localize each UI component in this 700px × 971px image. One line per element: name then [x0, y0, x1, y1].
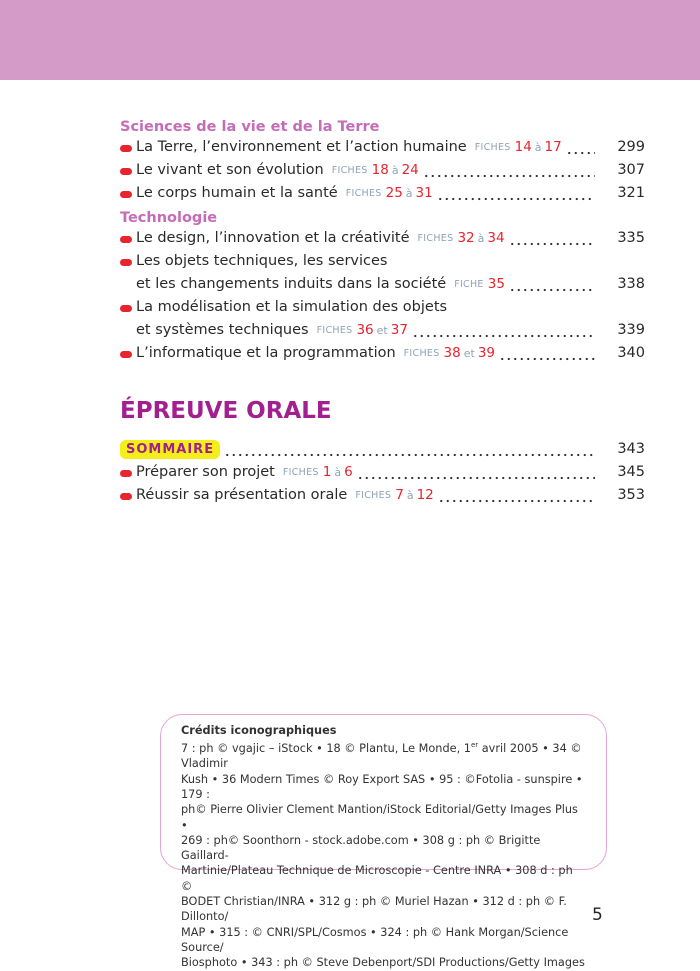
entry-title: La modélisation et la simulation des objets	[136, 299, 448, 315]
fiche-conj: à	[405, 187, 413, 200]
page-number: 5	[592, 905, 603, 925]
fiches-range	[515, 138, 562, 157]
credits-line: Martinie/Plateau Technique de Microscopie - Centre INRA • 308 d : ph ©	[181, 864, 573, 893]
leader-dots	[499, 344, 595, 363]
credits-line: MAP • 315 : © CNRI/SPL/Cosmos • 324 : ph © Hank Morgan/Science Source/	[181, 925, 569, 954]
credits-line: 269 : ph© Soonthorn - stock.adobe.com • 308 g : ph © Brigitte Gaillard-	[181, 833, 541, 863]
entry-title: La Terre, l’environnement et l’action humaine	[136, 139, 467, 155]
oral-heading: ÉPREUVE ORALE	[120, 398, 332, 424]
credits-text	[181, 738, 586, 970]
fiche-to: 24	[401, 162, 419, 178]
page-ref: 338	[617, 276, 645, 292]
fiches-range	[372, 161, 419, 180]
entry-title: Préparer son projet	[136, 464, 275, 480]
fiche-from: 7	[395, 487, 404, 503]
bullet-icon	[120, 168, 132, 175]
fiche-from: 25	[385, 185, 403, 201]
credits-line	[181, 738, 586, 771]
bullet-icon	[120, 191, 132, 198]
fiches-label: FICHES	[316, 325, 353, 336]
fiches-label: FICHES	[474, 142, 511, 153]
page-ref: 307	[617, 162, 645, 178]
credits-text: 7 : ph © vgajic – iStock • 18 © Plantu, Le Monde, 1	[181, 742, 471, 756]
toc-entry[interactable]	[120, 229, 645, 248]
fiche-conj: à	[406, 489, 414, 502]
fiche-to: 17	[544, 139, 562, 155]
credits-box	[160, 714, 607, 970]
section-heading: Technologie	[120, 210, 218, 226]
leader-dots	[438, 486, 595, 505]
fiches-range	[488, 275, 505, 294]
fiches-label: FICHES	[417, 233, 454, 244]
bullet-icon	[120, 470, 132, 477]
toc-entry[interactable]	[120, 344, 645, 363]
fiche-from: 1	[322, 464, 332, 480]
entry-title: Le vivant et son évolution	[136, 162, 324, 178]
fiche-to: 34	[487, 230, 505, 246]
fiches-range	[395, 486, 434, 505]
toc-entry[interactable]	[120, 138, 645, 157]
header-band	[0, 0, 700, 80]
bullet-icon	[120, 493, 132, 500]
credits-line: ph© Pierre Olivier Clement Mantion/iStock Editorial/Getty Images Plus •	[181, 803, 578, 832]
page-ref: 340	[617, 345, 645, 361]
toc-entry[interactable]	[120, 486, 645, 505]
page-ref: 299	[617, 139, 645, 155]
page-ref: 345	[617, 464, 645, 480]
toc-entry[interactable]	[120, 463, 645, 482]
leader-dots	[423, 161, 595, 180]
page-ref: 339	[617, 322, 645, 338]
leader-dots	[509, 229, 595, 248]
entry-title: Réussir sa présentation orale	[136, 487, 348, 503]
toc-entry[interactable]	[120, 275, 645, 294]
sommaire-badge: SOMMAIRE	[120, 440, 220, 459]
entry-title: Le design, l’innovation et la créativité	[136, 230, 410, 246]
section-heading: Sciences de la vie et de la Terre	[120, 119, 380, 135]
toc-entry[interactable]	[120, 252, 645, 271]
page-ref: 335	[617, 230, 645, 246]
leader-dots	[509, 275, 595, 294]
page-ref: 343	[617, 441, 645, 457]
oral-toc	[120, 440, 645, 509]
credits-line: Biosphoto • 343 : ph © Steve Debenport/SDI Productions/Getty Images	[181, 956, 585, 970]
fiche-conj: à	[534, 141, 542, 154]
fiche-conj: et	[463, 347, 475, 360]
fiche-to: 6	[344, 464, 353, 480]
fiche-conj: à	[477, 232, 485, 245]
fiches-range	[356, 321, 407, 340]
fiches-label: FICHES	[282, 467, 319, 478]
entry-title: L’informatique et la programmation	[136, 345, 396, 361]
credits-title: Crédits iconographiques	[181, 724, 337, 737]
leader-dots	[357, 463, 595, 482]
fiche-conj: et	[376, 324, 388, 337]
entry-title: et systèmes techniques	[136, 322, 309, 338]
fiches-label: FICHES	[403, 348, 440, 359]
entry-title: Les objets techniques, les services	[136, 253, 388, 269]
toc-entry[interactable]	[120, 298, 645, 317]
fiches-label: FICHES	[355, 490, 392, 501]
entry-title: et les changements induits dans la société	[136, 276, 447, 292]
fiche-to: 31	[415, 185, 433, 201]
fiche-to: 39	[477, 345, 496, 361]
bullet-icon	[120, 305, 132, 312]
fiche-conj: à	[391, 164, 399, 177]
leader-dots	[412, 321, 595, 340]
leader-dots	[566, 138, 595, 157]
fiche-conj: à	[334, 466, 342, 479]
credits-line: BODET Christian/INRA • 312 g : ph © Muriel Hazan • 312 d : ph © F. Dillonto/	[181, 895, 567, 924]
fiche-from: 35	[487, 276, 505, 292]
bullet-icon	[120, 351, 132, 358]
leader-dots	[437, 184, 595, 203]
page-ref: 353	[617, 487, 645, 503]
fiches-range	[457, 229, 504, 248]
fiches-label: FICHES	[331, 165, 368, 176]
credits-line: Kush • 36 Modern Times © Roy Export SAS • 95 : ©Fotolia - sunspire • 179 :	[181, 772, 583, 801]
fiche-from: 36	[356, 322, 374, 338]
toc-entry[interactable]	[120, 321, 645, 340]
fiche-to: 12	[416, 487, 434, 503]
bullet-icon	[120, 145, 132, 152]
fiche-to: 37	[390, 322, 408, 338]
fiches-range	[444, 344, 495, 363]
fiches-range	[386, 184, 433, 203]
credits-text: avril 2005 • 34 © Vladimir	[181, 742, 582, 771]
fiche-from: 38	[443, 345, 461, 361]
toc-entry-sommaire[interactable]	[120, 440, 645, 459]
fiche-from: 14	[514, 139, 532, 155]
toc-entry[interactable]	[120, 184, 645, 203]
toc-entry[interactable]	[120, 161, 645, 180]
fiches-label: FICHES	[345, 188, 382, 199]
leader-dots	[224, 440, 595, 459]
fiches-label: FICHE	[454, 279, 484, 290]
entry-title: Le corps humain et la santé	[136, 185, 338, 201]
fiche-from: 18	[371, 162, 389, 178]
bullet-icon	[120, 236, 132, 243]
toc-list	[120, 116, 645, 367]
fiches-range	[323, 463, 353, 482]
superscript: er	[470, 741, 479, 750]
bullet-icon	[120, 259, 132, 266]
page-ref: 321	[617, 185, 645, 201]
fiche-from: 32	[457, 230, 475, 246]
